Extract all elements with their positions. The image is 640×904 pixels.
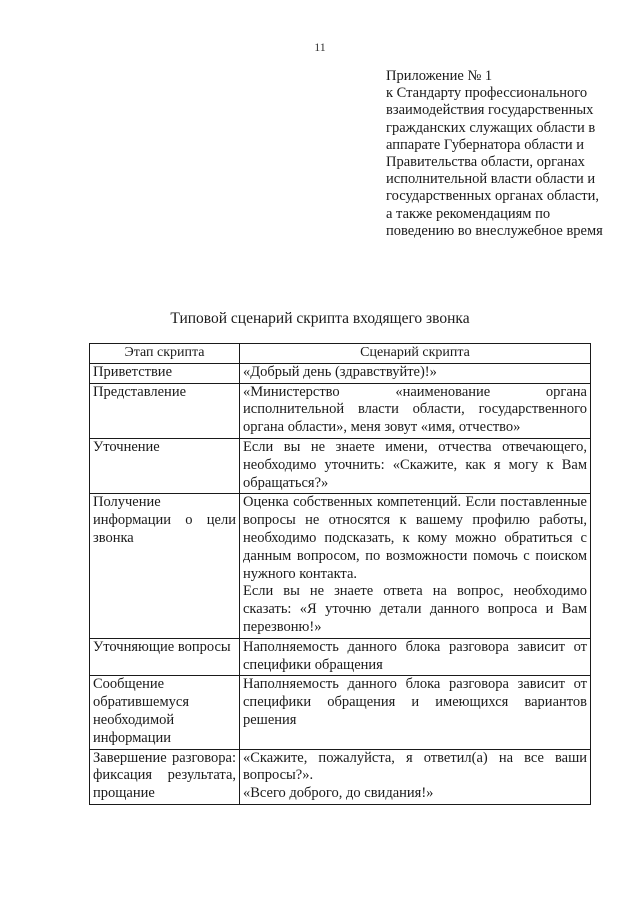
stage-cell: Получение информации о цели звонка [90, 494, 240, 638]
script-cell [240, 676, 591, 749]
stage-cell: Завершение разговора: фиксация результата, прощание [90, 749, 240, 804]
appendix-block [386, 68, 608, 240]
script-text: «Министерство «наименование органа исполнительной власти области, государственного органа области», меня зовут «имя, отчество» [243, 383, 587, 436]
page-number: 11 [314, 40, 326, 54]
script-text: «Добрый день (здравствуйте)!» [243, 363, 437, 380]
stage-cell: Представление [90, 383, 240, 438]
appendix-text: к Стандарту профессионального взаимодействия государственных гражданских служащих области в аппарате Губернатора области и Правительства области, органах исполнительной власти области и государственных органах области, а также рекомендациям по поведению во внеслужебное время [386, 85, 603, 239]
table-row [90, 383, 591, 438]
script-cell [240, 638, 591, 676]
script-cell [240, 749, 591, 804]
script-text: Если вы не знаете имени, отчества отвечающего, необходимо уточнить: «Скажите, как я могу к Вам обращаться?» [243, 438, 587, 491]
script-text: Наполняемость данного блока разговора зависит от специфики обращения и имеющихся вариантов решения [243, 676, 587, 728]
stage-cell: Сообщение обратившемуся необходимой информации [90, 676, 240, 749]
script-cell [240, 494, 591, 638]
script-cell [240, 438, 591, 493]
stage-cell: Приветствие [90, 363, 240, 383]
appendix-title: Приложение № 1 [386, 68, 493, 84]
table-row [90, 676, 591, 749]
script-text: Если вы не знаете ответа на вопрос, необходимо сказать: «Я уточню детали данного вопроса и Вам перезвоню!» [243, 583, 587, 635]
header-script: Сценарий скрипта [240, 344, 591, 364]
script-cell [240, 363, 591, 383]
script-text: «Всего доброго, до свидания!» [243, 785, 434, 802]
script-text: «Скажите, пожалуйста, я ответил(а) на все ваши вопросы?». [243, 749, 587, 784]
script-text: Оценка собственных компетенций. Если поставленные вопросы не относятся к вашему профилю работы, необходимо подсказать, к кому можно обратиться с данным вопросом, по возможности помочь с поиском нужного контакта. [243, 494, 587, 582]
script-cell [240, 383, 591, 438]
table-row [90, 438, 591, 493]
header-stage: Этап скрипта [90, 344, 240, 364]
table-row [90, 749, 591, 804]
table-header-row [90, 344, 591, 364]
stage-cell: Уточнение [90, 438, 240, 493]
document-title: Типовой сценарий скрипта входящего звонка [170, 310, 470, 327]
stage-cell: Уточняющие вопросы [90, 638, 240, 676]
table-row [90, 494, 591, 638]
table-row [90, 638, 591, 676]
script-text: Наполняемость данного блока разговора зависит от специфики обращения [243, 638, 587, 673]
table-row [90, 363, 591, 383]
script-table [89, 343, 591, 805]
